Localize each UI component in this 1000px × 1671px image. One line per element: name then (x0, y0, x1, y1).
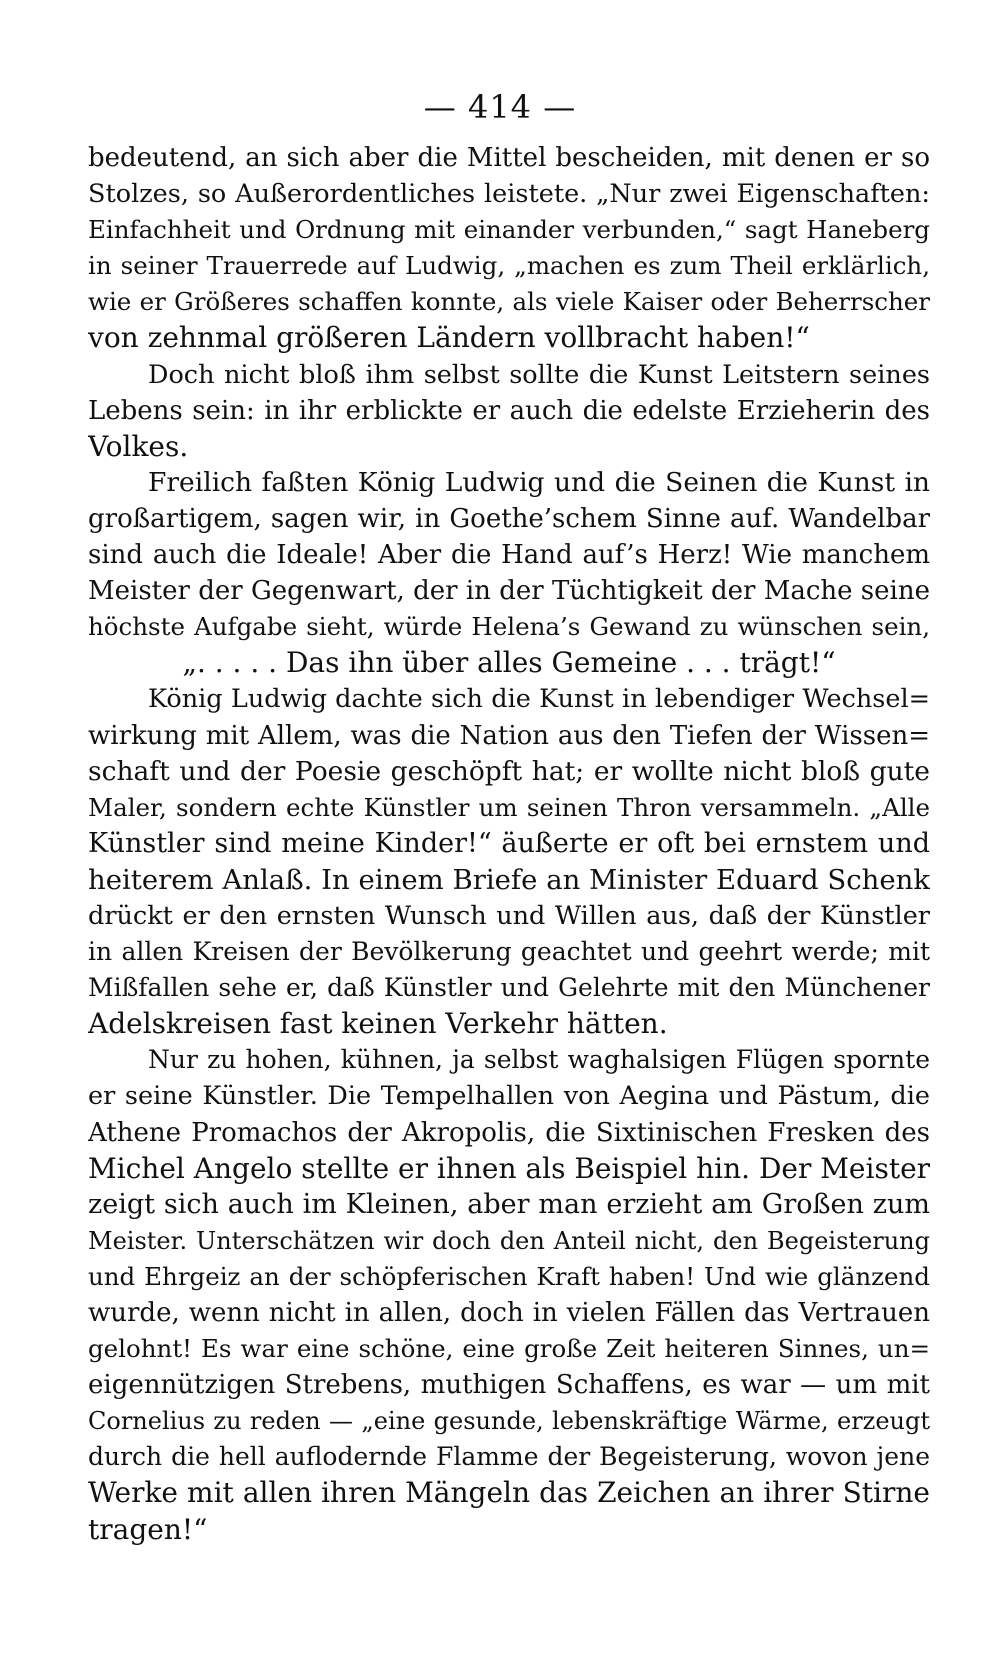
text-line: Adelskreisen fast keinen Verkehr hätten. (88, 1007, 668, 1041)
page-number: — 414 — (423, 88, 577, 126)
text-line: Stolzes, so Außerordentliches leistete. „Nur zwei Eigenschaften: (88, 179, 930, 210)
text-line: Meister der Gegenwart, der in der Tüchtigkeit der Mache seine (88, 576, 930, 607)
text-line: und Ehrgeiz an der schöpferischen Kraft haben! Und wie glänzend (88, 1261, 930, 1291)
text-line: Athene Promachos der Akropolis, die Sixtinischen Fresken des (88, 1117, 930, 1148)
text-line: in allen Kreisen der Bevölkerung geachtet und geehrt werde; mit (88, 937, 930, 967)
text-line: Volkes. (88, 429, 189, 463)
body-text (88, 140, 930, 1548)
text-line: großartigem, sagen wir, in Goethe’schem Sinne auf. Wandelbar (88, 503, 930, 534)
text-line: durch die hell auflodernde Flamme der Begeisterung, wovon jene (88, 1442, 930, 1472)
text-line: Künstler sind meine Kinder!“ äußerte er oft bei ernstem und (88, 827, 930, 859)
text-line: Meister. Unterschätzen wir doch den Anteil nicht, den Begeisterung (88, 1226, 930, 1255)
text-line: Cornelius zu reden — „eine gesunde, lebenskräftige Wärme, erzeugt (88, 1407, 930, 1436)
text-line: Einfachheit und Ordnung mit einander verbunden,“ sagt Haneberg (88, 215, 930, 245)
text-line: tragen!“ (88, 1512, 208, 1546)
text-line: Michel Angelo stellte er ihnen als Beispiel hin. Der Meister (88, 1151, 930, 1185)
text-line: schaft und der Poesie geschöpft hat; er wollte nicht bloß gute (88, 755, 930, 787)
text-line: wurde, wenn nicht in allen, doch in vielen Fällen das Vertrauen (88, 1298, 930, 1328)
text-line: Lebens sein: in ihr erblickte er auch die edelste Erzieherin des (88, 395, 930, 426)
text-line: Mißfallen sehe er, daß Künstler und Gelehrte mit den Münchener (88, 973, 930, 1003)
text-line: wirkung mit Allem, was die Nation aus den Tiefen der Wissen= (88, 720, 930, 751)
text-line: bedeutend, an sich aber die Mittel bescheiden, mit denen er so (88, 143, 930, 173)
text-line: eigennützigen Strebens, muthigen Schaffens, es war — um mit (88, 1370, 930, 1401)
text-line: höchste Aufgabe sieht, würde Helena’s Gewand zu wünschen sein, (88, 612, 930, 642)
text-line: wie er Größeres schaffen konnte, als viele Kaiser oder Beherrscher (88, 287, 930, 317)
text-line: sind auch die Ideale! Aber die Hand auf’s Herz! Wie manchem (88, 540, 930, 571)
text-line: Freilich faßten König Ludwig und die Seinen die Kunst in (148, 466, 930, 498)
text-line: er seine Künstler. Die Tempelhallen von Aegina und Pästum, die (88, 1081, 930, 1112)
text-line: gelohnt! Es war eine schöne, eine große Zeit heiteren Sinnes, un= (88, 1334, 930, 1364)
text-line: heiterem Anlaß. In einem Briefe an Minister Eduard Schenk (88, 863, 930, 896)
text-line: drückt er den ernsten Wunsch und Willen aus, daß der Künstler (88, 900, 930, 931)
text-line: Doch nicht bloß ihm selbst sollte die Kunst Leitstern seines (148, 359, 930, 390)
text-line: König Ludwig dachte sich die Kunst in lebendiger Wechsel= (148, 684, 930, 715)
text-line: „. . . . . Das ihn über alles Gemeine . . . trägt!“ (182, 646, 836, 680)
text-line: zeigt sich auch im Kleinen, aber man erzieht am Großen zum (88, 1188, 930, 1220)
text-line: Werke mit allen ihren Mängeln das Zeichen an ihrer Stirne (88, 1476, 930, 1510)
text-line: Maler, sondern echte Künstler um seinen Thron versammeln. „Alle (88, 792, 930, 822)
text-line: von zehnmal größeren Ländern vollbracht haben!“ (88, 321, 810, 355)
text-line: in seiner Trauerrede auf Ludwig, „machen es zum Theil erklärlich, (88, 251, 930, 281)
text-line: Nur zu hohen, kühnen, ja selbst waghalsigen Flügen spornte (148, 1045, 930, 1075)
